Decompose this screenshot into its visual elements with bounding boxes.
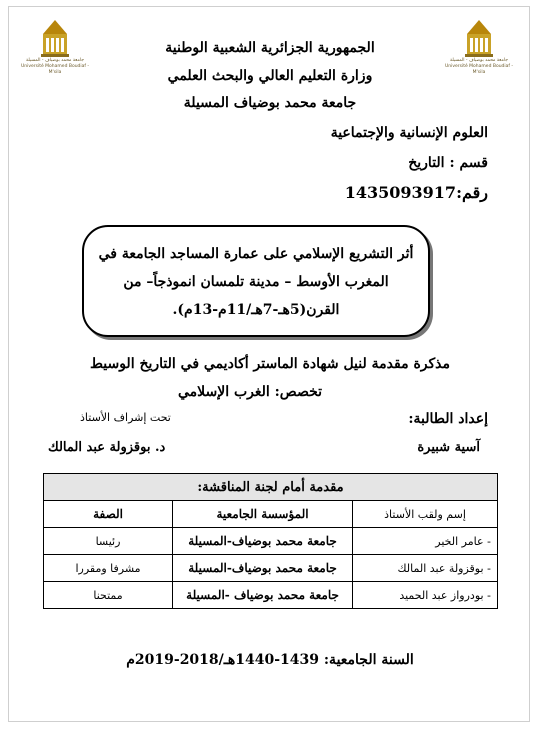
member-institution: جامعة محمد بوضياف-المسيلة [173, 528, 353, 555]
logo-caption-ar: جامعة محمد بوضياف - المسيلة [449, 58, 509, 63]
member-name: - عامر الخير [353, 528, 498, 555]
supervisor-name: د. بوقزولة عبد المالك [48, 440, 166, 455]
logo-caption-en: Université Mohamed Boudiaf - M'sila [444, 64, 514, 75]
table-row [44, 528, 498, 555]
thesis-title-box [82, 225, 430, 337]
committee-heading-row [44, 474, 498, 501]
committee-table [43, 473, 498, 609]
member-role: رئيسا [44, 528, 173, 555]
table-row [44, 555, 498, 582]
faculty-line: العلوم الإنسانية والإجتماعية [330, 125, 488, 141]
specialty-line: تخصص: الغرب الإسلامي [177, 384, 323, 400]
member-role: ممتحنا [44, 582, 173, 609]
thesis-title-line-2: المغرب الأوسط – مدينة تلمسان انموذجاً– من [123, 274, 389, 290]
student-name: آسية شبيرة [417, 440, 480, 455]
logo-caption-ar: جامعة محمد بوضياف - المسيلة [25, 58, 85, 63]
column-header-institution: المؤسسة الجامعية [173, 501, 353, 528]
committee-column-headers [44, 501, 498, 528]
logo-caption-en: Université Mohamed Boudiaf - M'sila [20, 64, 90, 75]
member-name: - بودرواز عبد الحميد [353, 582, 498, 609]
ministry-line: وزارة التعليم العالي والبحث العلمي [167, 68, 373, 84]
member-institution: جامعة محمد بوضياف-المسيلة [173, 555, 353, 582]
member-institution: جامعة محمد بوضياف -المسيلة [173, 582, 353, 609]
member-role: مشرفا ومقررا [44, 555, 173, 582]
university-line: جامعة محمد بوضياف المسيلة [183, 95, 357, 111]
thesis-title-line-3: القرن(5هـ-7هـ/11م-13م). [172, 302, 340, 318]
registration-number: رقم:1435093917 [344, 183, 488, 202]
thesis-title-line-1: أثر التشريع الإسلامي على عمارة المساجد الجامعة في [98, 246, 414, 262]
supervision-label: تحت إشراف الأستاذ [80, 411, 171, 424]
table-row [44, 582, 498, 609]
department-line: قسم : التاريخ [408, 155, 488, 171]
member-name: - بوقزولة عبد المالك [353, 555, 498, 582]
column-header-role: الصفة [44, 501, 173, 528]
republic-line: الجمهورية الجزائرية الشعبية الوطنية [165, 40, 375, 56]
committee-heading: مقدمة أمام لجنة المناقشة: [44, 474, 498, 501]
memo-line: مذكرة مقدمة لنيل شهادة الماستر أكاديمي في التاريخ الوسيط [89, 356, 451, 372]
academic-year: السنة الجامعية: 1439-1440هـ/2018-2019م [126, 652, 414, 668]
column-header-name: إسم ولقب الأستاذ [353, 501, 498, 528]
prepared-by-label: إعداد الطالبة: [408, 411, 488, 427]
